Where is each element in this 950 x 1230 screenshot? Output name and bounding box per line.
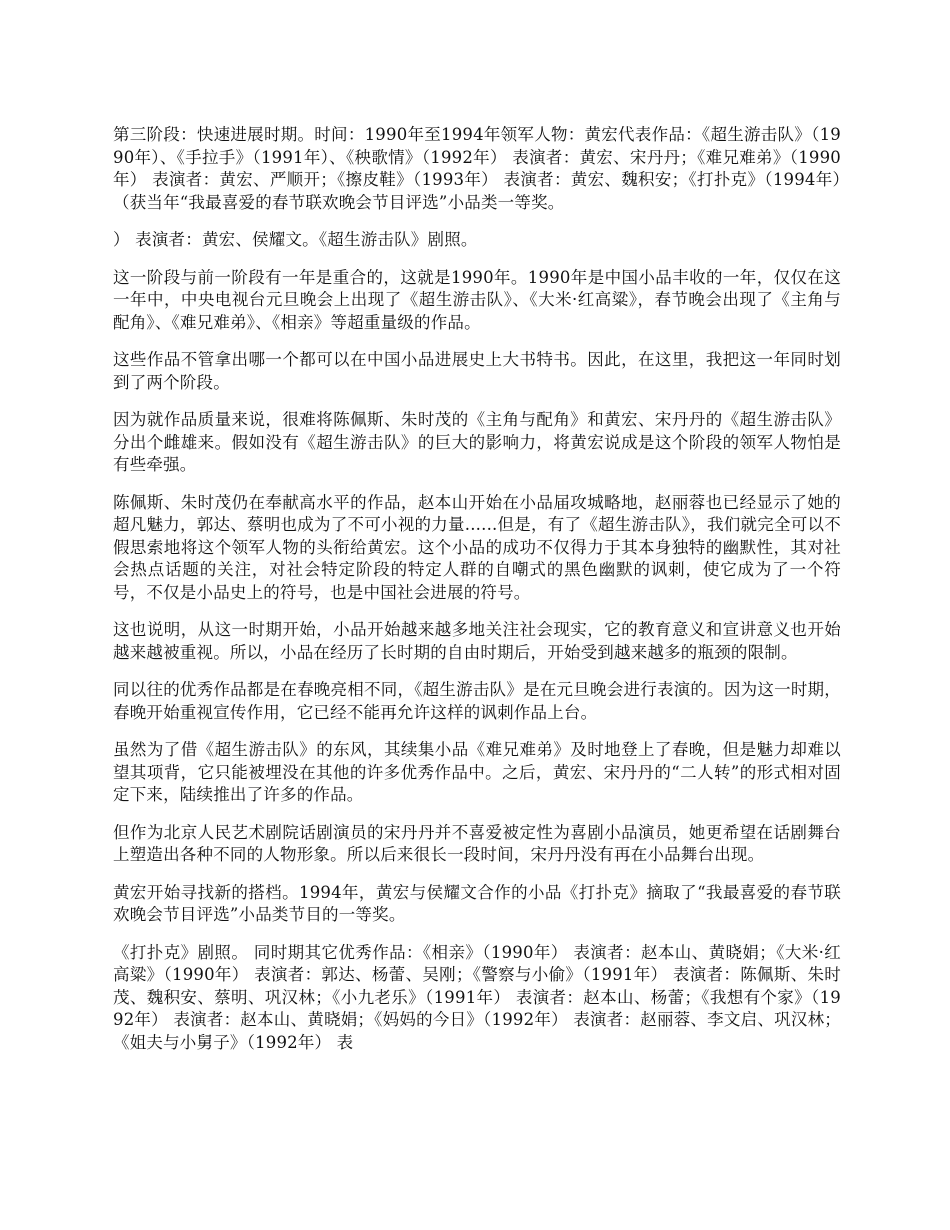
paragraph-new-partner: 黄宏开始寻找新的搭档。1994年，黄宏与侯耀文合作的小品《打扑克》摘取了“我最喜爱的春节联欢晚会节目评选”小品类节目的一等奖。 (113, 882, 841, 924)
paragraph-1990-overlap: 这一阶段与前一阶段有一年是重合的，这就是1990年。1990年是中国小品丰收的一年，仅仅在这一年中，中央电视台元旦晚会上出现了《超生游击队》、《大米·红高粱》，春节晚会出现了《主角与配角》、《难兄难弟》、《相亲》等超重量级的作品。 (113, 267, 841, 332)
paragraph-stage-three-intro: 第三阶段：快速进展时期。时间：1990年至1994年领军人物：黄宏代表作品：《超生游击队》（1990年）、《手拉手》（1991年）、《秧歌情》（1992年） 表演者：黄宏、宋丹丹；《难兄难弟》（1990年） 表演者：黄宏、严顺开；《擦皮鞋》（1993年） 表演者：黄宏、魏积安；《打扑克》（1994年）（获当年“我最喜爱的春节联欢晚会节目评选”小品类一等奖。 (113, 125, 841, 212)
document-body (113, 124, 841, 1069)
paragraph-new-year-gala: 同以往的优秀作品都是在春晚亮相不同，《超生游击队》是在元旦晚会进行表演的。因为这一时期，春晚开始重视宣传作用，它已经不能再允许这样的讽刺作品上台。 (113, 680, 841, 722)
paragraph-other-works: 《打扑克》剧照。 同时期其它优秀作品：《相亲》（1990年） 表演者：赵本山、黄晓娟；《大米·红高粱》（1990年） 表演者：郭达、杨蕾、吴刚；《警察与小偷》（1991年） 表演者：陈佩斯、朱时茂、魏积安、蔡明、巩汉林；《小九老乐》（1991年） 表演者：赵本山、杨蕾；《我想有个家》（1992年） 表演者：赵本山、黄晓娟；《妈妈的今日》（1992年） 表演者：赵丽蓉、李文启、巩汉林；《姐夫与小舅子》（1992年） 表 (113, 942, 841, 1052)
paragraph-quality-comparison: 因为就作品质量来说，很难将陈佩斯、朱时茂的《主角与配角》和黄宏、宋丹丹的《超生游击队》分出个雌雄来。假如没有《超生游击队》的巨大的影响力，将黄宏说成是这个阶段的领军人物怕是有些牵强。 (113, 410, 841, 474)
paragraph-two-stages: 这些作品不管拿出哪一个都可以在中国小品进展史上大书特书。因此，在这里，我把这一年同时划到了两个阶段。 (113, 350, 841, 392)
paragraph-sequel: 虽然为了借《超生游击队》的东风，其续集小品《难兄难弟》及时地登上了春晚，但是魅力却难以望其项背，它只能被埋没在其他的许多优秀作品中。之后，黄宏、宋丹丹的“二人转”的形式相对固定下来，陆续推出了许多的作品。 (113, 740, 841, 804)
paragraph-social-reality: 这也说明，从这一时期开始，小品开始越来越多地关注社会现实，它的教育意义和宣讲意义也开始越来越被重视。所以，小品在经历了长时期的自由时期后，开始受到越来越多的瓶颈的限制。 (113, 620, 841, 662)
paragraph-leader-huang-hong: 陈佩斯、朱时茂仍在奉献高水平的作品，赵本山开始在小品届攻城略地，赵丽蓉也已经显示了她的超凡魅力，郭达、蔡明也成为了不可小视的力量......但是，有了《超生游击队》，我们就完全可以不假思索地将这个领军人物的头衔给黄宏。这个小品的成功不仅得力于其本身独特的幽默性，其对社会热点话题的关注，对社会特定阶段的特定人群的自嘲式的黑色幽默的讽刺，使它成为了一个符号，不仅是小品史上的符号，也是中国社会进展的符号。 (113, 492, 841, 602)
paragraph-song-dandan: 但作为北京人民艺术剧院话剧演员的宋丹丹并不喜爱被定性为喜剧小品演员，她更希望在话剧舞台上塑造出各种不同的人物形象。所以后来很长一段时间，宋丹丹没有再在小品舞台出现。 (113, 822, 841, 864)
paragraph-photo-caption: ） 表演者：黄宏、侯耀文。《超生游击队》剧照。 (113, 230, 478, 249)
